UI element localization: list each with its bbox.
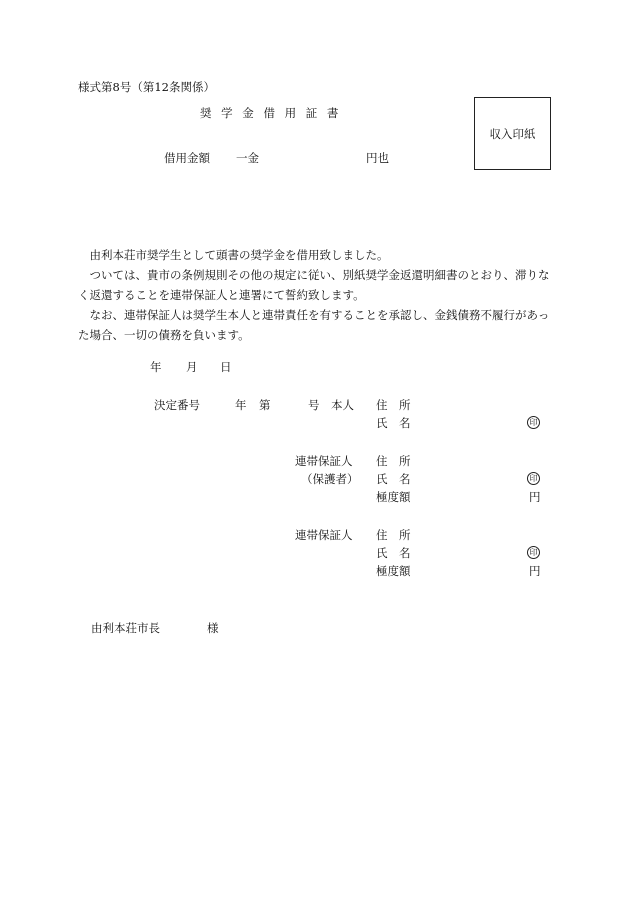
decision-go-principal: 号 本人 [308,398,354,412]
form-label: 様式第8号（第12条関係） [78,80,215,94]
guarantor2-limit-label: 極度額 [376,564,411,578]
date-day: 日 [220,360,232,374]
revenue-stamp-box [474,97,551,170]
document-title: 奨 学 金 借 用 証 書 [200,106,342,120]
date-year: 年 [150,360,162,374]
guarantor1-limit-yen: 円 [529,490,541,504]
date-month: 月 [186,360,198,374]
decision-year: 年 [235,398,247,412]
loan-amount-prefix: 一金 [236,151,259,165]
guarantor2-label: 連帯保証人 [295,528,353,542]
body-paragraph-2: ついては、貴市の条例規則その他の規定に従い、別紙奨学金返還明細書のとおり、滞りなく返還することを連帯保証人と連署にて誓約致します。 [78,268,550,302]
body-paragraph-1: 由利本荘市奨学生として頭書の奨学金を借用致しました。 [89,248,389,262]
guarantor2-address-label: 住 所 [376,528,411,542]
guarantor1-seal-mark: 印 [527,472,540,485]
guarantor2-seal-mark: 印 [527,546,540,559]
guarantor1-limit-label: 極度額 [376,490,411,504]
revenue-stamp-label: 収入印紙 [489,126,536,141]
principal-name-label: 氏 名 [376,416,411,430]
decision-dai: 第 [259,398,271,412]
guarantor1-sub-label: （保護者） [301,472,359,486]
body-text [78,245,550,345]
guarantor2-name-label: 氏 名 [376,546,411,560]
body-paragraph-3: なお、連帯保証人は奨学生本人と連帯責任を有することを承認し、金銭債務不履行があった場合、一切の債務を負います。 [78,308,550,342]
guarantor1-address-label: 住 所 [376,454,411,468]
addressee-honorific: 様 [207,621,219,635]
decision-number-label: 決定番号 [154,398,200,412]
principal-seal-mark: 印 [527,416,540,429]
addressee-name: 由利本荘市長 [91,621,160,635]
guarantor1-name-label: 氏 名 [376,472,411,486]
loan-amount-label: 借用金額 [164,151,210,165]
guarantor2-limit-yen: 円 [529,564,541,578]
loan-amount-suffix: 円也 [366,151,389,165]
guarantor1-label: 連帯保証人 [295,454,353,468]
principal-address-label: 住 所 [376,398,411,412]
